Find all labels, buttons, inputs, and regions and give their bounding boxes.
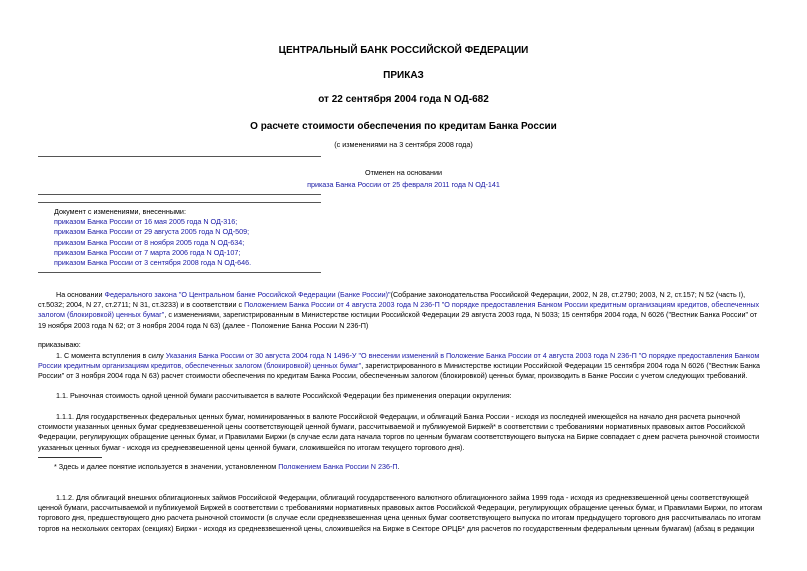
- footnote-text: .: [397, 462, 400, 471]
- item-text: России" от 3 ноября 2004 года N 63) расчет стоимости обеспечения по кредитам Банка России, обеспеченным залогом (блокировкой) ценных бумаг, производить в Банке России с учетом следующих требований.: [38, 371, 748, 381]
- repeal-text: Отменен на основании: [364, 168, 442, 177]
- amendment-link[interactable]: приказом Банка России от 29 августа 2005 года N ОД-509;: [54, 227, 250, 237]
- divider: [38, 202, 321, 203]
- revision-note: (с изменениями на 3 сентября 2008 года): [334, 140, 473, 149]
- document-title: О расчете стоимости обеспечения по кредитам Банка России: [250, 121, 557, 132]
- amendment-link[interactable]: приказом Банка России от 3 сентября 2008 года N ОД-646.: [54, 258, 252, 268]
- item-text: 1.1.2. Для облигаций внешних облигационных займов Российской Федерации, облигаций государственного валютного облигационного займа 1999 года - исходя из средневзвешенной цены соответствующей: [56, 493, 749, 502]
- footnote-text: * Здесь и далее понятие используется в значении, установленном: [54, 462, 279, 471]
- repeal-link[interactable]: приказа Банка России от 25 февраля 2011 года N ОД-141: [307, 180, 500, 189]
- footnote-link[interactable]: Положением Банка России N 236-П: [278, 462, 398, 471]
- federal-law-link[interactable]: Федерального закона "О Центральном банке Российской Федерации (Банке России)": [104, 290, 391, 299]
- divider: [38, 156, 321, 157]
- amendments-heading: Документ с изменениями, внесенными:: [54, 207, 186, 216]
- document-type: ПРИКАЗ: [383, 70, 424, 81]
- amendment-link[interactable]: приказом Банка России от 7 марта 2006 года N ОД-107;: [54, 247, 241, 257]
- order-word: приказываю:: [38, 340, 81, 349]
- preamble-text: (Собрание законодательства Российской Федерации, 2002, N 28, ст.2790; 2003, N 2, ст.157; N 52 (часть I),: [390, 290, 746, 299]
- preamble-text: 19 ноября 2003 года N 62; от 3 ноября 2004 года N 63) (далее - Положение Банка России N 236-П): [38, 320, 369, 330]
- preamble-text: На основании: [56, 290, 105, 299]
- item-text: , зарегистрированного в Министерстве юстиции Российской Федерации 15 сентября 2004 года N 6026 ("Вестник Банка: [361, 361, 760, 371]
- preamble: [38, 290, 759, 331]
- footnote: [54, 462, 400, 472]
- item-1: [38, 351, 760, 382]
- amendments-block: [54, 207, 251, 268]
- item-1-1-1: [38, 412, 759, 453]
- item-text: указанных ценных бумаг - исходя из средневзвешенной цены ценной бумаги, сложившейся по итогам текущего торгового дня).: [38, 442, 465, 452]
- item-text: 1. С момента вступления в силу: [56, 351, 166, 360]
- item-text: Федерации, регулирующих обращение ценных бумаг, и Правилами Биржи (в случае если дата начала торгов по ценным бумагам соответствующего выпуска на Бирже совпадает с днем расчета рыночной стоимости: [38, 432, 760, 442]
- item-text: стоимости указанных ценных бумаг средневзвешенной цены соответствующей ценной бумаги, рассчитываемой и публикуемой Биржей* в соответствии с требованиями нормативных правовых актов Российской: [38, 422, 746, 432]
- item-1-1-2: [38, 493, 762, 534]
- item-text: ценной бумаги, рассчитываемой и публикуемой Биржей в соответствии с требованиями нормативных правовых актов Российской Федерации, регулирующих обращение ценных бумаг, и Правилами Биржи, по итогам: [38, 503, 763, 513]
- amendment-link[interactable]: приказом Банка России от 8 ноября 2005 года N ОД-634;: [54, 237, 245, 247]
- divider: [38, 272, 321, 273]
- directive-1496u-link[interactable]: России кредитным организациям кредитов, обеспеченных залогом (блокировкой) ценных бумаг": [38, 361, 362, 371]
- item-1-1: 1.1. Рыночная стоимость одной ценной бумаги рассчитывается в валюте Российской Федерации без применения операции округления:: [56, 391, 512, 400]
- footnote-divider: [38, 457, 102, 458]
- preamble-text: ст.5032; 2004, N 27, ст.2711; N 31, ст.3233) и в соответствии с: [38, 300, 245, 310]
- regulation-236p-link[interactable]: залогом (блокировкой) ценных бумаг": [38, 310, 165, 320]
- document-date-number: от 22 сентября 2004 года N ОД-682: [318, 94, 489, 105]
- amendment-link[interactable]: приказом Банка России от 16 мая 2005 года N ОД-316;: [54, 217, 238, 227]
- item-text: торгов на нескольких секторах (секциях) Биржи - исходя из средневзвешенной цены, сложившейся на Бирже в Секторе ОРЦБ* для расчетов по государственным федеральным ценным бумагам) (абзац в редакции: [38, 523, 755, 533]
- item-text: 1.1.1. Для государственных федеральных ценных бумаг, номинированных в валюте Российской Федерации, и облигаций Банка России - исходя из последней имеющейся на начало дня расчета рыночной: [56, 412, 741, 421]
- directive-1496u-link[interactable]: Указания Банка России от 30 августа 2004 года N 1496-У "О внесении изменений в Положение Банка России от 4 августа 2003 года N 236-П "О порядке предоставления Банком: [165, 351, 760, 360]
- divider: [38, 194, 321, 195]
- item-text: торгового дня, предшествующего дню расчета рыночной стоимости (в случае если средневзвешенная цена ценных бумаг соответствующего выпуска по итогам предыдущего торгового дня рассчитывалась по итогам: [38, 513, 761, 523]
- preamble-text: , с изменениями, зарегистрированным в Министерстве юстиции Российской Федерации 29 августа 2003 года, N 5033; 15 сентября 2004 года, N 6026 ("Вестник Банка России" от: [164, 310, 758, 320]
- issuer-title: ЦЕНТРАЛЬНЫЙ БАНК РОССИЙСКОЙ ФЕДЕРАЦИИ: [278, 45, 529, 56]
- regulation-236p-link[interactable]: Положением Банка России от 4 августа 2003 года N 236-П "О порядке предоставления Банком России кредитным организациям кредитов, обеспеченных: [244, 300, 760, 310]
